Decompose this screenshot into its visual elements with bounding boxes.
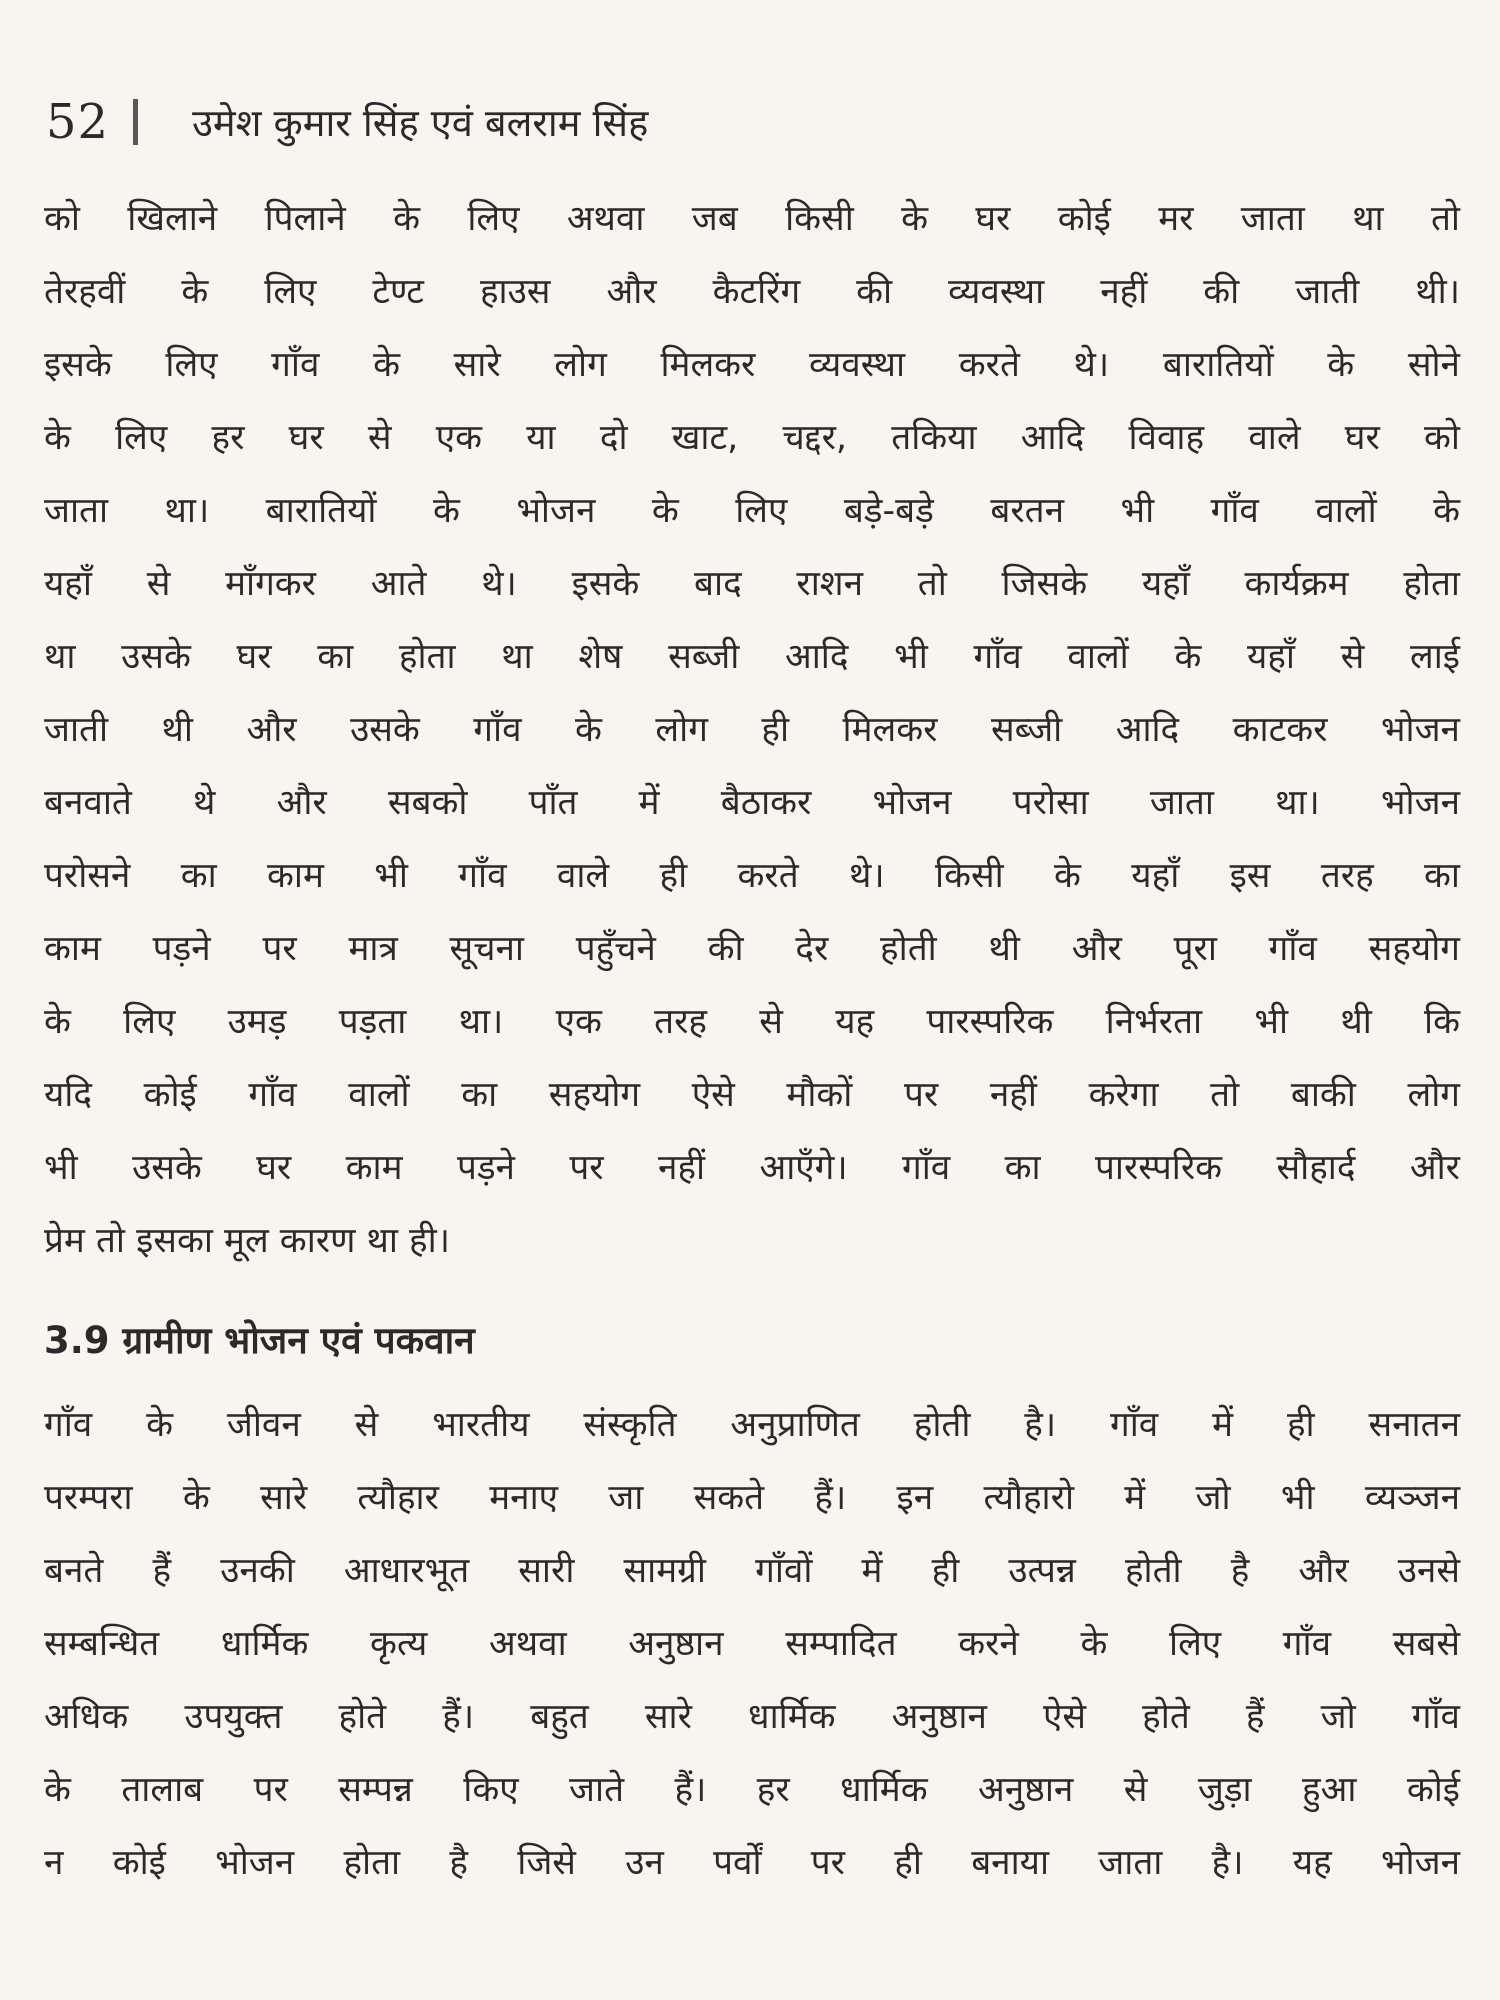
text-line: भी उसके घर काम पड़ने पर नहीं आएँगे। गाँव का पारस्परिक सौहार्द और [44, 1148, 1460, 1188]
text-line: के लिए हर घर से एक या दो खाट, चद्दर, तकिया आदि विवाह वाले घर को [44, 418, 1460, 458]
text-line: परम्परा के सारे त्यौहार मनाए जा सकते हैं। इन त्यौहारो में जो भी व्यञ्जन [44, 1478, 1460, 1518]
text-line: सम्बन्धित धार्मिक कृत्य अथवा अनुष्ठान सम्पादित करने के लिए गाँव सबसे [44, 1624, 1460, 1664]
text-line: प्रेम तो इसका मूल कारण था ही। [44, 1221, 450, 1261]
header-divider [133, 99, 138, 145]
text-line: था उसके घर का होता था शेष सब्जी आदि भी गाँव वालों के यहाँ से लाई [44, 637, 1460, 677]
page-number: 52 [46, 94, 110, 150]
text-line: तेरहवीं के लिए टेण्ट हाउस और कैटरिंग की व्यवस्था नहीं की जाती थी। [44, 272, 1460, 312]
text-line: जाती थी और उसके गाँव के लोग ही मिलकर सब्जी आदि काटकर भोजन [44, 710, 1460, 750]
text-line: जाता था। बारातियों के भोजन के लिए बड़े-बड़े बरतन भी गाँव वालों के [44, 491, 1460, 531]
text-line: बनवाते थे और सबको पाँत में बैठाकर भोजन परोसा जाता था। भोजन [44, 783, 1460, 823]
page-header [46, 82, 648, 162]
text-line: को खिलाने पिलाने के लिए अथवा जब किसी के घर कोई मर जाता था तो [44, 199, 1460, 239]
text-line: के लिए उमड़ पड़ता था। एक तरह से यह पारस्परिक निर्भरता भी थी कि [44, 1002, 1460, 1042]
text-line: न कोई भोजन होता है जिसे उन पर्वों पर ही बनाया जाता है। यह भोजन [44, 1843, 1460, 1883]
running-head-authors: उमेश कुमार सिंह एवं बलराम सिंह [192, 101, 649, 145]
text-line: अधिक उपयुक्त होते हैं। बहुत सारे धार्मिक अनुष्ठान ऐसे होते हैं जो गाँव [44, 1697, 1460, 1737]
text-line: इसके लिए गाँव के सारे लोग मिलकर व्यवस्था करते थे। बारातियों के सोने [44, 345, 1460, 385]
section-heading: 3.9 ग्रामीण भोजन एवं पकवान [44, 1319, 475, 1362]
text-line: बनते हैं उनकी आधारभूत सारी सामग्री गाँवों में ही उत्पन्न होती है और उनसे [44, 1551, 1460, 1591]
text-line: परोसने का काम भी गाँव वाले ही करते थे। किसी के यहाँ इस तरह का [44, 856, 1460, 896]
text-line: गाँव के जीवन से भारतीय संस्कृति अनुप्राणित होती है। गाँव में ही सनातन [44, 1405, 1460, 1445]
text-line: यदि कोई गाँव वालों का सहयोग ऐसे मौकों पर नहीं करेगा तो बाकी लोग [44, 1075, 1460, 1115]
text-line: काम पड़ने पर मात्र सूचना पहुँचने की देर होती थी और पूरा गाँव सहयोग [44, 929, 1460, 969]
text-line: के तालाब पर सम्पन्न किए जाते हैं। हर धार्मिक अनुष्ठान से जुड़ा हुआ कोई [44, 1770, 1460, 1810]
text-line: यहाँ से माँगकर आते थे। इसके बाद राशन तो जिसके यहाँ कार्यक्रम होता [44, 564, 1460, 604]
